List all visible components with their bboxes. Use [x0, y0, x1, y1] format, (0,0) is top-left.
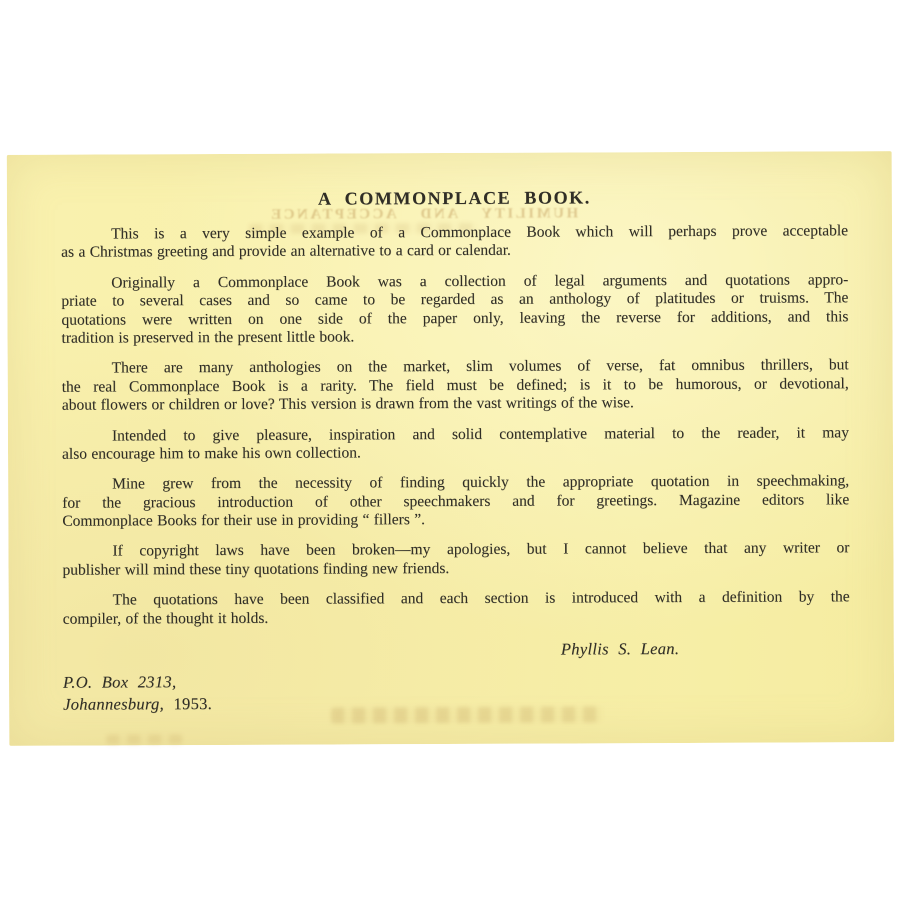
text-line: about flowers or children or love? This version is drawn from the vast writings of the wise. — [61, 394, 634, 414]
text-line: publisher will mind these tiny quotations finding new friends. — [62, 559, 450, 579]
text-line: Mine grew from the necessity of finding quickly the appropriate quotation in speechmaking, — [112, 472, 850, 493]
address-year: 1953. — [173, 694, 213, 714]
page-title: A COMMONPLACE BOOK. — [317, 187, 591, 209]
text-line: priate to several cases and so came to be regarded as an anthology of platitudes or truisms. The — [61, 289, 849, 310]
text-line: This is a very simple example of a Commonplace Book which will perhaps prove acceptable — [111, 222, 849, 243]
text-line: as a Christmas greeting and provide an alternative to a card or calendar. — [61, 242, 511, 262]
text-line: for the gracious introduction of other speechmakers and for greetings. Magazine editors like — [62, 490, 850, 512]
paragraph — [62, 540, 849, 580]
address-block — [63, 668, 850, 715]
text-line: There are many anthologies on the market, slim volumes of verse, fat omnibus thrillers, but — [111, 356, 849, 377]
paragraph — [61, 271, 848, 348]
text-line: the real Commonplace Book is a rarity. The field must be defined; is it to be humorous, or devotional, — [61, 374, 849, 396]
address-line: P.O. Box 2313, — [62, 672, 177, 692]
text-line: The quotations have been classified and each section is introduced with a definition by the — [112, 588, 850, 609]
text-line: Originally a Commonplace Book was a collection of legal arguments and quotations appro- — [111, 271, 849, 292]
page-content — [7, 151, 895, 746]
paragraph — [62, 473, 849, 532]
text-line: tradition is preserved in the present little book. — [61, 328, 355, 347]
paragraph — [62, 424, 849, 464]
text-line: quotations were written on one side of the paper only, leaving the reverse for additions, and this — [61, 307, 849, 329]
paragraph — [61, 222, 848, 262]
signature: Phyllis S. Lean. — [560, 639, 680, 659]
bleed-through-title: HUMILITY AND ACCEPTANCE — [268, 205, 579, 223]
paragraph — [62, 357, 849, 416]
address-line — [63, 690, 850, 715]
text-line: Intended to give pleasure, inspiration and solid contemplative material to the reader, it may — [111, 423, 849, 444]
text-line: also encourage him to make his own collection. — [61, 444, 361, 463]
text-line: compiler, of the thought it holds. — [62, 609, 269, 628]
paragraphs — [61, 222, 850, 628]
book-page — [7, 151, 895, 746]
address-city: Johannesburg, — [63, 694, 165, 714]
text-line: If copyright laws have been broken—my apologies, but I cannot believe that any writer or — [112, 539, 850, 560]
text-line: Commonplace Books for their use in providing “ fillers ”. — [62, 511, 426, 530]
paragraph — [63, 589, 850, 629]
